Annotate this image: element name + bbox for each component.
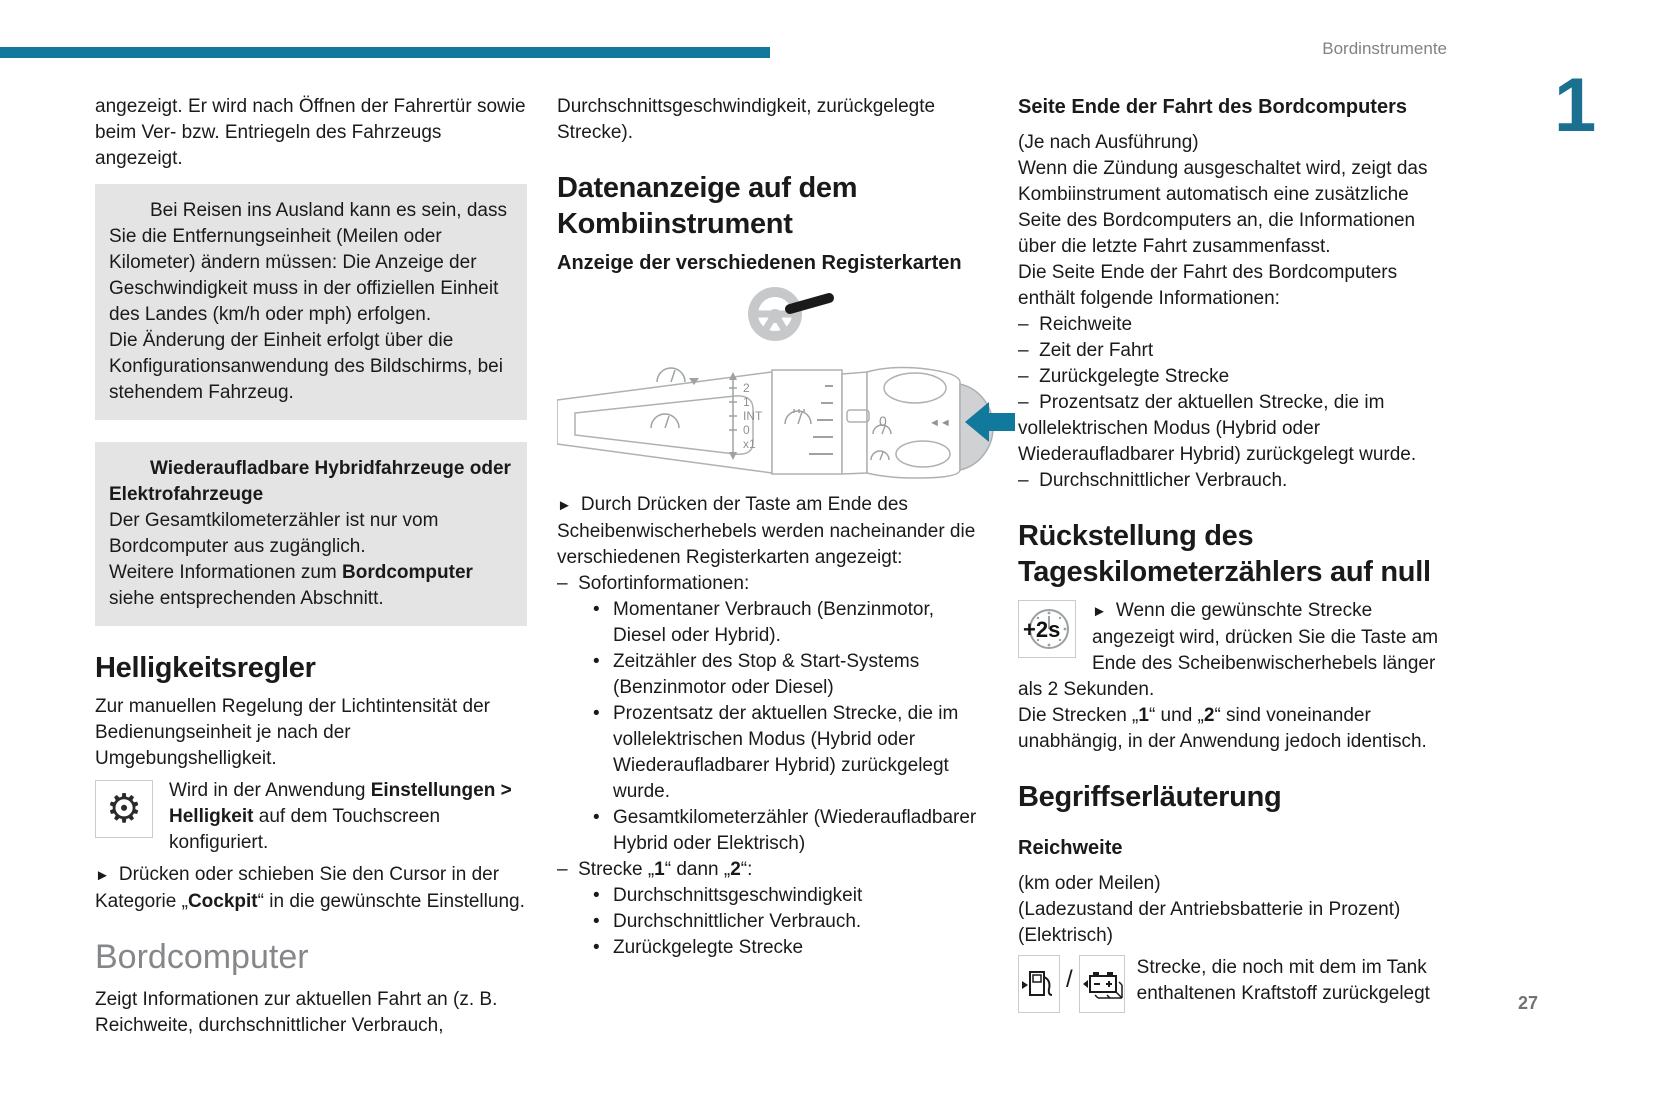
- section-label: Bordinstrumente: [1322, 39, 1447, 58]
- press-2s-clock-icon: [1018, 600, 1076, 658]
- paragraph: (Ladezustand der Antriebsbatterie in Prozent): [1018, 899, 1401, 920]
- paragraph: Zeigt Informationen zur aktuellen Fahrt an (z. B. Reichweite, durchschnittlicher Verbrauch,: [95, 989, 498, 1036]
- steering-wheel-icon: [748, 287, 829, 341]
- info-box-title: Wiederaufladbare Hybridfahrzeuge oder Elektrofahrzeuge: [109, 458, 511, 505]
- svg-text:+2s: +2s: [1023, 617, 1061, 642]
- column-3: [1018, 94, 1450, 1013]
- heading-bordcomputer: Bordcomputer: [95, 938, 309, 976]
- paragraph: Die Strecken „1“ und „2“ sind voneinander unabhängig, in der Anwendung jedoch identisch.: [1018, 705, 1427, 752]
- list-item: – Prozentsatz der aktuellen Strecke, die im vollelektrischen Modus (Hybrid oder Wiederaufladbarer Hybrid) zurückgelegt wurde.: [1018, 390, 1450, 468]
- list-item: • Durchschnittsgeschwindigkeit: [557, 883, 989, 909]
- info-box-text: Der Gesamtkilometerzähler ist nur vom Bordcomputer aus zugänglich.: [109, 510, 439, 557]
- wiper-stalk-illustration: [557, 282, 989, 490]
- paragraph: (km oder Meilen): [1018, 873, 1161, 894]
- paragraph: (Elektrisch): [1018, 925, 1114, 946]
- list-item: • Gesamtkilometerzähler (Wiederaufladbarer Hybrid oder Elektrisch): [557, 805, 989, 857]
- list-item: – Sofortinformationen:: [557, 571, 989, 597]
- header-accent-bar: [0, 47, 770, 58]
- heading-rueckstellung: Rückstellung des Tageskilometerzählers auf null: [1018, 520, 1431, 588]
- triangle-bullet-icon: ►: [95, 867, 110, 884]
- svg-text:2: 2: [743, 381, 750, 395]
- paragraph: Die Seite Ende der Fahrt des Bordcomputers enthält folgende Informationen:: [1018, 262, 1398, 309]
- list-item: • Zurückgelegte Strecke: [557, 935, 989, 961]
- list-item: – Durchschnittlicher Verbrauch.: [1018, 468, 1450, 494]
- svg-text:x1: x1: [743, 437, 756, 451]
- list-item: – Zurückgelegte Strecke: [1018, 364, 1450, 390]
- paragraph: Wenn die Zündung ausgeschaltet wird, zeigt das Kombiinstrument automatisch eine zusätzliche Seite des Bordcomputers an, die Informationen über die letzte Fahrt zusammenfasst.: [1018, 158, 1428, 257]
- list-item: – Zeit der Fahrt: [1018, 338, 1450, 364]
- reset-row: [1018, 598, 1450, 703]
- battery-icon: [1079, 955, 1125, 1013]
- page-number: 27: [1518, 993, 1539, 1013]
- subheading-reichweite: Reichweite: [1018, 837, 1123, 859]
- triangle-bullet-icon: ►: [557, 497, 572, 514]
- gear-icon: ⚙: [95, 780, 153, 838]
- triangle-bullet-icon: ►: [1092, 603, 1107, 620]
- list-item: – Strecke „1“ dann „2“:: [557, 857, 989, 883]
- svg-text:INT: INT: [743, 409, 763, 423]
- info-box-text: Bei Reisen ins Ausland kann es sein, dass Sie die Entfernungseinheit (Meilen oder Kilometer) ändern müssen: Die Anzeige der Geschwindigkeit muss in der offiziellen Einheit des Landes (km/h oder mph) erfolgen.: [109, 200, 507, 325]
- subheading-registerkarten: Anzeige der verschiedenen Registerkarten: [557, 252, 962, 274]
- svg-text:0: 0: [743, 423, 750, 437]
- svg-text:◄◄: ◄◄: [929, 417, 951, 429]
- paragraph: (Je nach Ausführung): [1018, 132, 1199, 153]
- heading-datenanzeige: Datenanzeige auf dem Kombiinstrument: [557, 172, 858, 240]
- slash-separator: /: [1066, 966, 1073, 993]
- info-box-text: Die Änderung der Einheit erfolgt über die Konfigurationsanwendung des Bildschirms, bei stehendem Fahrzeug.: [109, 330, 503, 403]
- column-1: [95, 94, 527, 1039]
- list-item: – Reichweite: [1018, 312, 1450, 338]
- heading-begriffserlaeuterung: Begriffserläuterung: [1018, 781, 1282, 813]
- list-item: • Momentaner Verbrauch (Benzinmotor, Diesel oder Hybrid).: [557, 597, 989, 649]
- info-box-text: Weitere Informationen zum Bordcomputer siehe entsprechenden Abschnitt.: [109, 562, 473, 609]
- list-item: • Prozentsatz der aktuellen Strecke, die im vollelektrischen Modus (Hybrid oder Wiederaufladbarer Hybrid) zurückgelegt wurde.: [557, 701, 989, 805]
- paragraph-carryover: Durchschnittsgeschwindigkeit, zurückgelegte Strecke).: [557, 96, 936, 143]
- column-2: [557, 94, 989, 961]
- info-box-hybrid: [95, 442, 527, 626]
- paragraph-carryover: angezeigt. Er wird nach Öffnen der Fahrertür sowie beim Ver- bzw. Entriegeln des Fahrzeugs angezeigt.: [95, 96, 526, 169]
- action-line: ► Wenn die gewünschte Strecke angezeigt wird, drücken Sie die Taste am Ende des Scheibenwischerhebels länger als 2 Sekunden.: [1018, 600, 1439, 700]
- svg-text:1: 1: [743, 395, 750, 409]
- paragraph: Strecke, die noch mit dem im Tank enthaltenen Kraftstoff zurückgelegt: [1136, 957, 1430, 1004]
- heading-helligkeitsregler: Helligkeitsregler: [95, 652, 316, 684]
- subheading-seite-ende: Seite Ende der Fahrt des Bordcomputers: [1018, 96, 1407, 118]
- info-box-units: [95, 184, 527, 420]
- range-icons-row: [1018, 955, 1450, 1013]
- svg-text:0: 0: [879, 413, 887, 429]
- fuel-pump-icon: [1018, 955, 1060, 1013]
- action-line: ► Drücken oder schieben Sie den Cursor in der Kategorie „Cockpit“ in die gewünschte Einstellung.: [95, 864, 525, 912]
- chapter-number: 1: [1554, 63, 1597, 148]
- paragraph: Wird in der Anwendung Einstellungen > Helligkeit auf dem Touchscreen konfiguriert.: [169, 780, 512, 853]
- action-line: ► Durch Drücken der Taste am Ende des Scheibenwischerhebels werden nacheinander die verschiedenen Registerkarten angezeigt:: [557, 494, 976, 568]
- list-item: • Durchschnittlicher Verbrauch.: [557, 909, 989, 935]
- list-item: • Zeitzähler des Stop & Start-Systems (Benzinmotor oder Diesel): [557, 649, 989, 701]
- gear-row: [95, 778, 527, 856]
- paragraph: Zur manuellen Regelung der Lichtintensität der Bedienungseinheit je nach der Umgebungshelligkeit.: [95, 696, 491, 769]
